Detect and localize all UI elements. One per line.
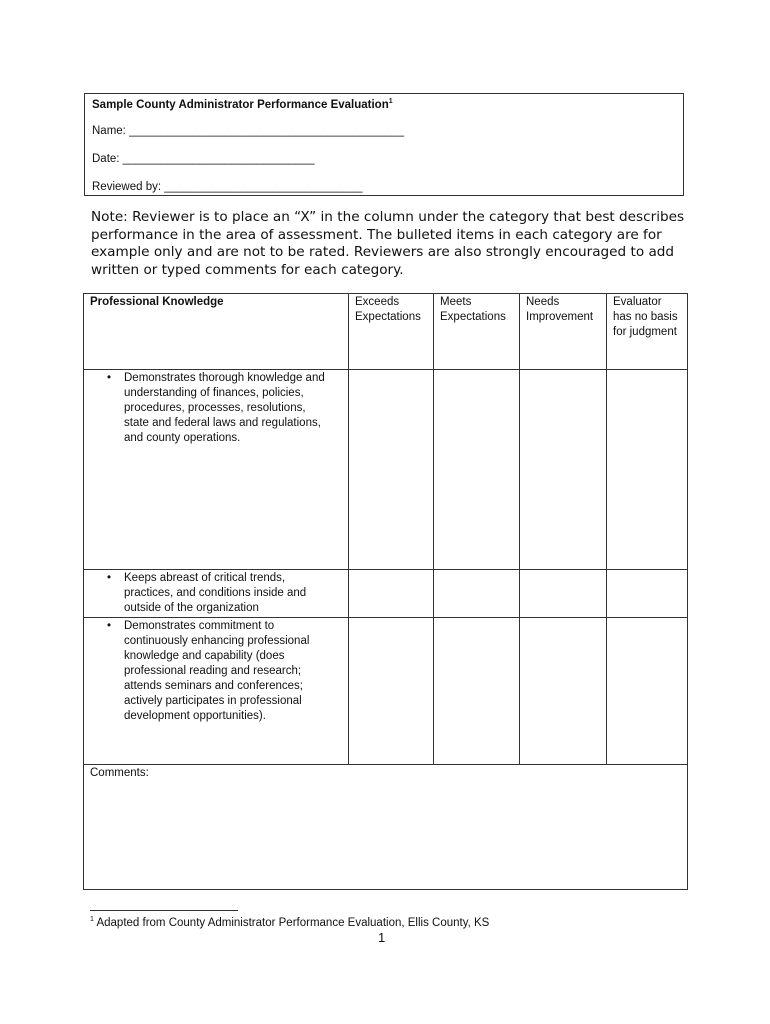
rating-cell-meets[interactable] [434, 618, 520, 765]
section-title: Professional Knowledge [84, 294, 349, 370]
bullet-icon: • [107, 372, 112, 384]
name-field[interactable]: Name: ___________________________________________ [92, 125, 405, 137]
rating-cell-needs-improvement[interactable] [520, 570, 607, 618]
item-cell [84, 618, 349, 765]
bullet-item [90, 619, 342, 724]
column-needs-improvement: Needs Improvement [520, 294, 607, 370]
item-text: Demonstrates commitment to continuously enhancing professional knowledge and capability (does professional reading and research; attends seminars and conferences; actively participates in professional development opportunities). [124, 620, 310, 722]
comments-label: Comments: [90, 767, 149, 779]
page-number: 1 [378, 930, 386, 945]
header-row [84, 294, 688, 370]
bullet-icon: • [107, 620, 112, 632]
comments-row [84, 765, 688, 890]
bullet-item [90, 371, 342, 446]
rating-cell-exceeds[interactable] [349, 618, 434, 765]
reviewer-note: Note: Reviewer is to place an “X” in the column under the category that best describes performance in the area of assessment. The bulleted items in each category are for example only and are not to be rated. Reviewers are also strongly encouraged to add written or typed comments for each category. [91, 209, 685, 278]
rating-cell-needs-improvement[interactable] [520, 618, 607, 765]
rating-cell-exceeds[interactable] [349, 570, 434, 618]
footnote-text: Adapted from County Administrator Performance Evaluation, Ellis County, KS [93, 916, 490, 929]
footnote-mark: 1 [90, 916, 94, 923]
reviewed-by-field[interactable]: Reviewed by: _______________________________ [92, 181, 363, 193]
rating-cell-no-basis[interactable] [607, 570, 688, 618]
rating-cell-needs-improvement[interactable] [520, 370, 607, 570]
rating-cell-no-basis[interactable] [607, 618, 688, 765]
footnote [90, 916, 489, 929]
item-cell [84, 370, 349, 570]
column-exceeds: Exceeds Expectations [349, 294, 434, 370]
bullet-icon: • [107, 572, 112, 584]
title-footnote-mark: 1 [388, 98, 393, 105]
item-cell [84, 570, 349, 618]
table-row [84, 370, 688, 570]
item-text: Keeps abreast of critical trends, practices, and conditions inside and outside of the organization [124, 572, 307, 614]
column-no-basis: Evaluator has no basis for judgment [607, 294, 688, 370]
form-title: Sample County Administrator Performance Evaluation$^1$ [92, 98, 393, 111]
rating-cell-meets[interactable] [434, 370, 520, 570]
comments-box[interactable] [84, 765, 688, 890]
header-box [84, 93, 684, 196]
footnote-divider [90, 910, 238, 911]
evaluation-table [83, 293, 688, 890]
bullet-item [90, 571, 342, 616]
table-row [84, 618, 688, 765]
rating-cell-meets[interactable] [434, 570, 520, 618]
date-field[interactable]: Date: ______________________________ [92, 153, 315, 165]
rating-cell-exceeds[interactable] [349, 370, 434, 570]
rating-cell-no-basis[interactable] [607, 370, 688, 570]
column-meets: Meets Expectations [434, 294, 520, 370]
item-text: Demonstrates thorough knowledge and understanding of finances, policies, procedures, processes, resolutions, state and federal laws and regulations, and county operations. [124, 372, 325, 444]
table-row [84, 570, 688, 618]
